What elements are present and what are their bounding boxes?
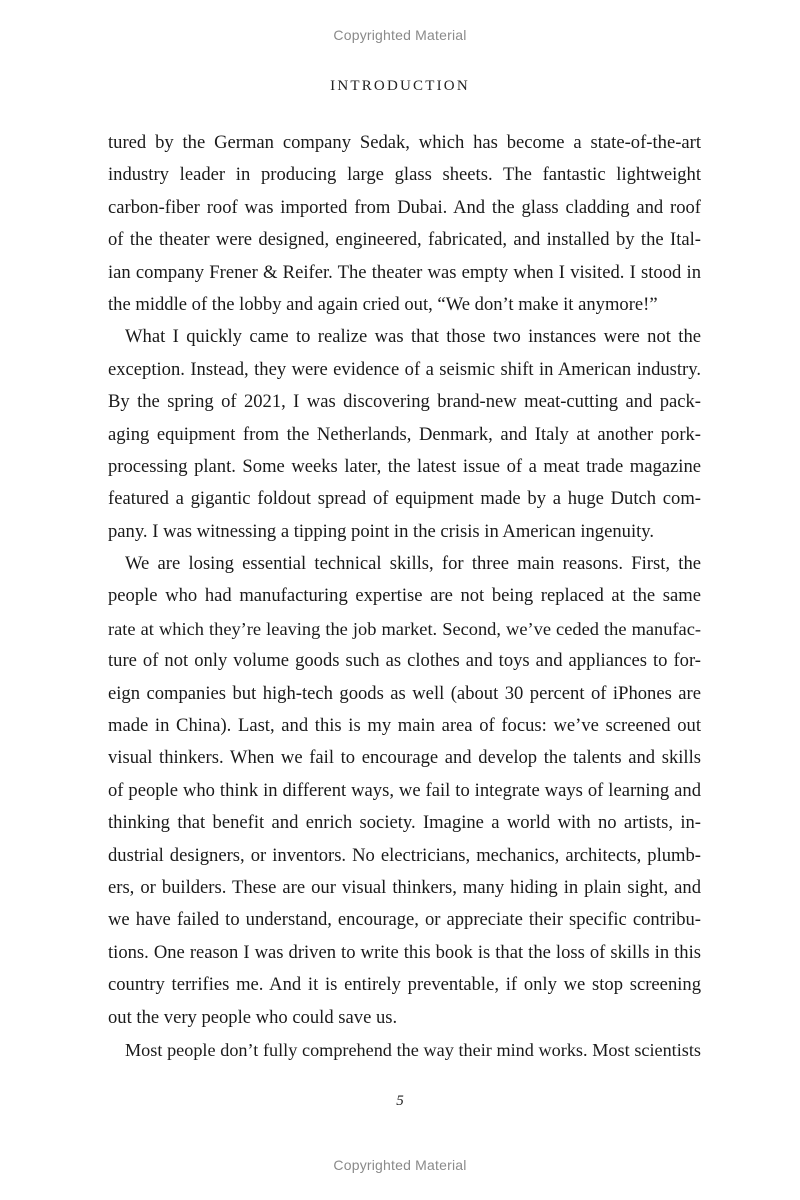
copyright-watermark-top: Copyrighted Material <box>333 27 467 43</box>
text-line: ian company Frener & Reifer. The theater was empty when I visited. I stood in <box>108 261 701 283</box>
text-line: of the theater were designed, engineered, fabricated, and installed by the Ital- <box>108 229 701 251</box>
text-line: processing plant. Some weeks later, the latest issue of a meat trade magazine <box>108 455 701 477</box>
page-number: 5 <box>396 1093 404 1109</box>
text-line: made in China). Last, and this is my main area of focus: we’ve screened out <box>108 715 701 737</box>
text-line: people who had manufacturing expertise are not being replaced at the same <box>108 585 701 607</box>
text-line: industry leader in producing large glass sheets. The fantastic lightweight <box>108 164 701 186</box>
text-line: We are losing essential technical skills, for three main reasons. First, the <box>125 553 701 575</box>
text-line: eign companies but high-tech goods as well (about 30 percent of iPhones are <box>108 682 701 704</box>
text-line: the middle of the lobby and again cried out, “We don’t make it anymore!” <box>108 293 658 315</box>
text-line: ers, or builders. These are our visual thinkers, many hiding in plain sight, and <box>108 876 701 898</box>
text-line: we have failed to understand, encourage, or appreciate their specific contribu- <box>108 909 701 931</box>
text-line: thinking that benefit and enrich society. Imagine a world with no artists, in- <box>108 812 701 834</box>
text-line: tions. One reason I was driven to write this book is that the loss of skills in this <box>108 941 701 963</box>
text-line: Most people don’t fully comprehend the way their mind works. Most scientists <box>125 1039 701 1060</box>
running-head: INTRODUCTION <box>330 78 470 94</box>
text-line: dustrial designers, or inventors. No electricians, mechanics, architects, plumb- <box>108 844 701 866</box>
text-line: ture of not only volume goods such as clothes and toys and appliances to for- <box>108 650 701 672</box>
text-line: featured a gigantic foldout spread of equipment made by a huge Dutch com- <box>108 488 701 510</box>
text-line: tured by the German company Sedak, which has become a state-of-the-art <box>108 132 701 153</box>
text-line: of people who think in different ways, we fail to integrate ways of learning and <box>108 779 701 801</box>
text-line: What I quickly came to realize was that those two instances were not the <box>125 326 701 348</box>
text-line: country terrifies me. And it is entirely preventable, if only we stop screening <box>108 974 701 996</box>
text-line: By the spring of 2021, I was discovering brand-new meat-cutting and pack- <box>108 391 701 413</box>
text-line: pany. I was witnessing a tipping point in the crisis in American ingenuity. <box>108 520 655 542</box>
text-line: exception. Instead, they were evidence of a seismic shift in American industry. <box>108 358 701 380</box>
text-line: aging equipment from the Netherlands, Denmark, and Italy at another pork- <box>108 423 701 445</box>
copyright-watermark-bottom: Copyrighted Material <box>333 1157 467 1173</box>
body-text <box>108 127 701 1066</box>
text-line: visual thinkers. When we fail to encourage and develop the talents and skills <box>108 747 701 769</box>
text-line: carbon-fiber roof was imported from Dubai. And the glass cladding and roof <box>108 196 701 218</box>
text-line: out the very people who could save us. <box>108 1006 398 1028</box>
text-line: rate at which they’re leaving the job market. Second, we’ve ceded the manufac- <box>108 618 701 639</box>
